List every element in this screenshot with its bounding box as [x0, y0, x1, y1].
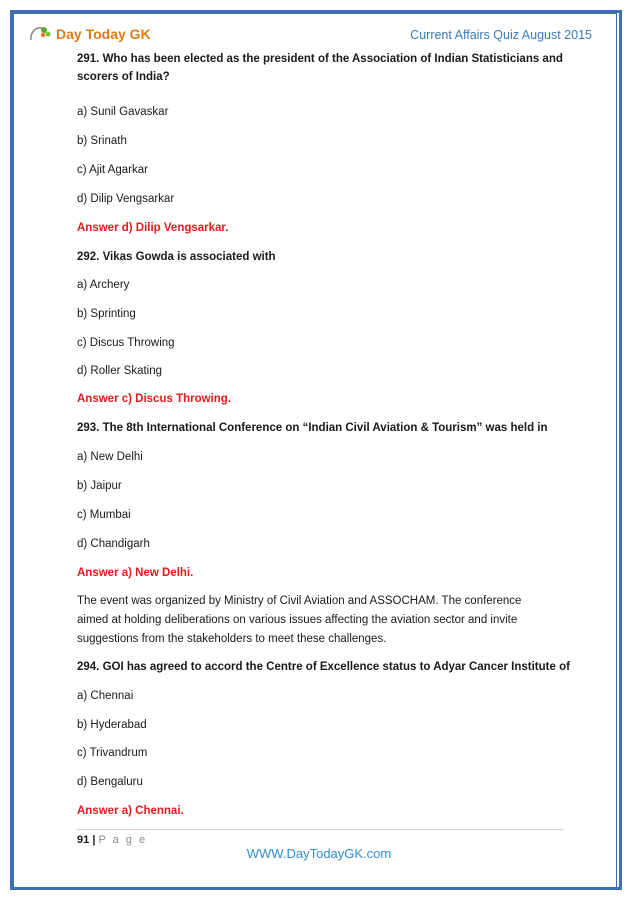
body-text: suggestions from the stakeholders to meet these challenges.: [77, 633, 387, 645]
logo-text: Day Today GK: [56, 26, 151, 42]
document-title: Current Affairs Quiz August 2015: [410, 28, 592, 42]
body-text: a) New Delhi: [77, 451, 143, 463]
body-text: The event was organized by Ministry of Civil Aviation and ASSOCHAM. The conference: [77, 595, 522, 607]
body-text: d) Roller Skating: [77, 365, 163, 377]
answer-text: Answer c) Discus Throwing.: [77, 393, 231, 405]
page-separator: |: [92, 834, 96, 846]
answer-text: Answer d) Dilip Vengsarkar.: [77, 222, 229, 234]
body-text: aimed at holding deliberations on various issues affecting the aviation sector and invite: [77, 614, 518, 626]
body-text: d) Bengaluru: [77, 776, 143, 788]
body-text: c) Discus Throwing: [77, 337, 175, 349]
body-text: d) Chandigarh: [77, 538, 150, 550]
answer-text: Answer a) Chennai.: [77, 805, 184, 817]
body-text: b) Sprinting: [77, 308, 136, 320]
page-word: P a g e: [98, 834, 148, 846]
body-text: b) Srinath: [77, 135, 127, 147]
body-text: a) Sunil Gavaskar: [77, 106, 169, 118]
body-text: d) Dilip Vengsarkar: [77, 193, 175, 205]
page-number: 91: [77, 834, 90, 846]
body-text: b) Hyderabad: [77, 719, 147, 731]
footer-divider: [77, 829, 563, 830]
page-number-label: [77, 834, 147, 846]
body-text: c) Trivandrum: [77, 747, 148, 759]
website-link[interactable]: WWW.DayTodayGK.com: [246, 846, 392, 861]
body-text: c) Ajit Agarkar: [77, 164, 148, 176]
question-text: 294. GOI has agreed to accord the Centre of Excellence status to Adyar Cancer Institute of: [77, 661, 570, 673]
question-text: 293. The 8th International Conference on “Indian Civil Aviation & Tourism” was held in: [77, 422, 548, 434]
logo: [28, 24, 151, 44]
leaf-logo-icon: [28, 24, 54, 44]
body-text: c) Mumbai: [77, 509, 131, 521]
question-text: scorers of India?: [77, 71, 170, 83]
answer-text: Answer a) New Delhi.: [77, 567, 194, 579]
body-text: b) Jaipur: [77, 480, 122, 492]
question-text: 291. Who has been elected as the president of the Association of Indian Statisticians and: [77, 53, 563, 65]
body-text: a) Archery: [77, 279, 130, 291]
question-text: 292. Vikas Gowda is associated with: [77, 251, 276, 263]
body-text: a) Chennai: [77, 690, 134, 702]
